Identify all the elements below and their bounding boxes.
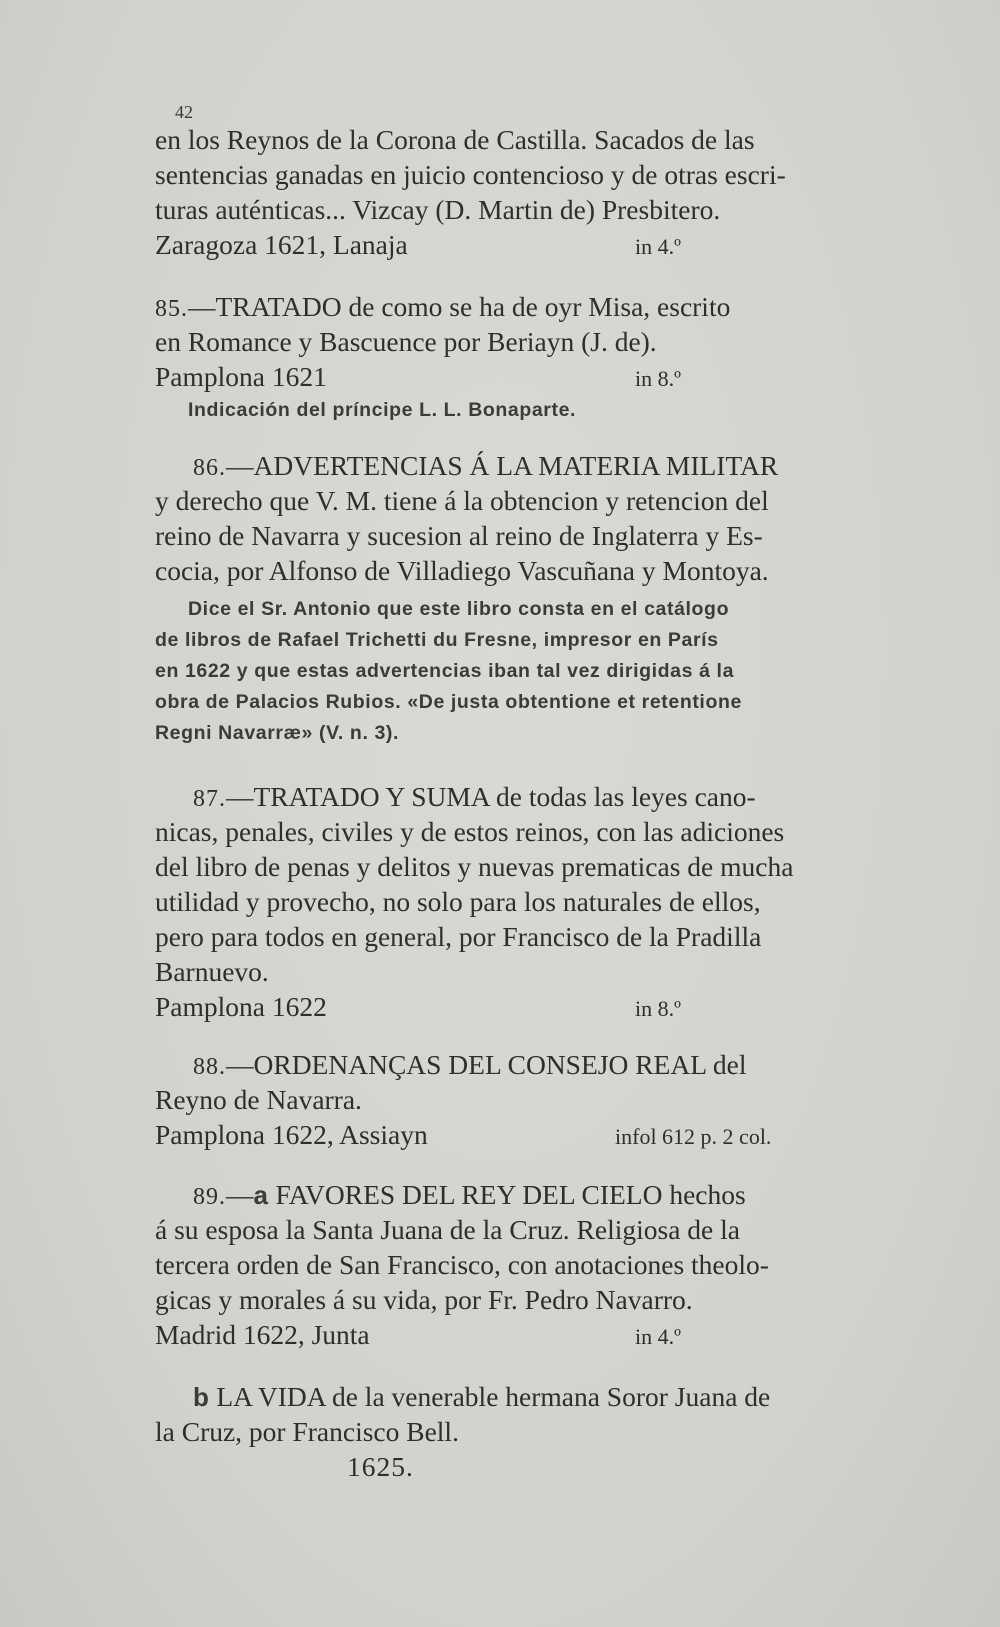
entry-heading [155,1379,845,1414]
imprint-place-date: Zaragoza 1621, Lanaja [155,229,408,260]
entry-sub-letter: a [253,1180,269,1210]
entry-title: FAVORES DEL REY DEL CIELO hechos [275,1179,746,1210]
text-line: á su esposa la Santa Juana de la Cruz. Religiosa de la [155,1214,740,1245]
imprint-line [155,989,845,1025]
note-line: Indicación del príncipe L. L. Bonaparte. [188,399,577,421]
imprint-place-date: Pamplona 1622 [155,991,327,1022]
entry-sub-letter: b [193,1382,210,1412]
text-line: del libro de penas y delitos y nuevas prematicas de mucha [155,851,794,882]
imprint-line [155,227,845,263]
imprint-line [155,1317,845,1353]
entry-85 [155,289,845,426]
page-content [155,122,845,1485]
format: in 4.º [635,234,681,259]
imprint-place-date: Madrid 1622, Junta [155,1319,370,1350]
dash: — [226,450,254,481]
note-line: Regni Navarræ» (V. n. 3). [155,722,400,744]
entry-title: TRATADO de como se ha de oyr Misa, escrito [215,291,731,322]
entry-title: ADVERTENCIAS Á LA MATERIA MILITAR [253,450,779,481]
format: in 4.º [635,1324,681,1349]
note-line: obra de Palacios Rubios. «De justa obtentione et retentione [155,691,742,713]
text-line: turas auténticas... Vizcay (D. Martin de) Presbitero. [155,194,721,225]
dash: — [226,1049,254,1080]
entry-87 [155,779,845,1025]
entry-number: 86. [193,455,226,481]
entry-heading [155,1047,845,1082]
imprint-place-date: Pamplona 1622, Assiayn [155,1119,428,1150]
entry-title: TRATADO Y SUMA de todas las leyes cano- [253,781,756,812]
text-line: en Romance y Bascuence por Beriayn (J. de). [155,326,657,357]
entry-number: 89. [193,1184,226,1210]
text-line: tercera orden de San Francisco, con anotaciones theolo- [155,1249,769,1280]
text-line: nicas, penales, civiles y de estos reinos, con las adiciones [155,816,785,847]
imprint-place-date: Pamplona 1621 [155,361,327,392]
text-line: en los Reynos de la Corona de Castilla. Sacados de las [155,124,755,155]
format: infol 612 p. 2 col. [615,1124,772,1149]
dash: — [226,1179,254,1210]
text-line: la Cruz, por Francisco Bell. [155,1416,459,1447]
page-number: 42 [175,102,193,122]
entry-number: 87. [193,786,226,812]
text-line: cocia, por Alfonso de Villadiego Vascuñana y Montoya. [155,555,769,586]
format: in 8.º [635,996,681,1021]
dash: — [226,781,254,812]
text-line: Barnuevo. [155,956,269,987]
entry-number: 88. [193,1054,226,1080]
text-line: sentencias ganadas en juicio contencioso y de otras escri- [155,159,786,190]
text-line: reino de Navarra y sucesion al reino de Inglaterra y Es- [155,520,763,551]
text-line: utilidad y provecho, no solo para los naturales de ellos, [155,886,761,917]
entry-86 [155,448,845,749]
text-line: Reyno de Navarra. [155,1084,362,1115]
entry-88 [155,1047,845,1153]
entry-title: ORDENANÇAS DEL CONSEJO REAL del [253,1049,747,1080]
imprint-line [155,1117,845,1153]
entry-continuation [155,122,845,263]
entry-heading [155,779,845,814]
text-line: y derecho que V. M. tiene á la obtencion y retencion del [155,485,769,516]
note-line: en 1622 y que estas advertencias iban tal vez dirigidas á la [155,660,735,682]
entry-heading [155,289,845,324]
dash: — [188,291,216,322]
entry-89b [155,1379,845,1485]
entry-89a [155,1177,845,1353]
entry-number: 85. [155,296,188,322]
note-line: Dice el Sr. Antonio que este libro consta en el catálogo [188,598,730,620]
format: in 8.º [635,366,681,391]
imprint-line [155,359,845,395]
note-line: de libros de Rafael Trichetti du Fresne, impresor en París [155,629,719,651]
entry-heading [155,448,845,483]
entry-heading [155,1177,845,1212]
text-line: gicas y morales á su vida, por Fr. Pedro Navarro. [155,1284,693,1315]
entry-note [155,594,845,749]
imprint-year: 1625. [347,1451,414,1482]
text-line: pero para todos en general, por Francisco de la Pradilla [155,921,762,952]
entry-title: LA VIDA de la venerable hermana Soror Juana de [216,1381,771,1412]
